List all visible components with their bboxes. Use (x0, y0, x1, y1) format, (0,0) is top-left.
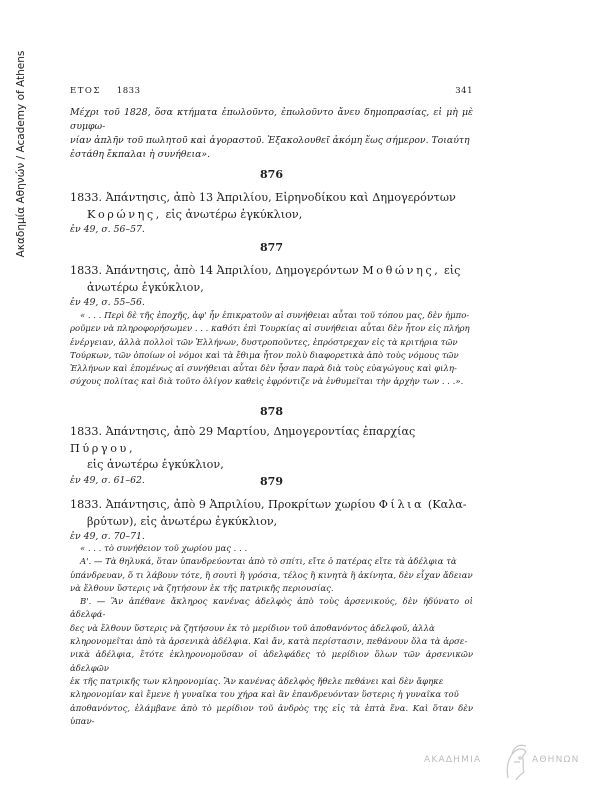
heading-continuation: εἰς (440, 264, 461, 277)
quote-line: « . . . τὸ συνήθειον τοῦ χωρίου μας . . . (80, 544, 248, 554)
entry-heading-line (70, 424, 473, 457)
quote-line: ὑπάνδρευαν, ὅ τι λάβουν τότε, ἢ σουτὶ ἢ γρόσια, τέλος ἢ κινητὰ ἢ ἀκίνητα, δὲν εἶχαν ἄδειαν (70, 570, 473, 581)
running-header (70, 86, 473, 100)
heading-continuation: εἰς ἀνωτέρω ἐγκύκλιον, (161, 207, 303, 221)
quote-line: Ἑλλήνων καὶ ἑπομένως αἱ συνήθειαι αὗται δὲν ἦσαν παρὰ διὰ τοὺς εὐαγώγους καὶ φιλη- (70, 364, 457, 375)
watermark-left-text: ΑΚΑΔΗΜΙΑ (424, 755, 482, 765)
heading-text: 1833. Ἀπάντησις, ἀπὸ 29 Μαρτίου, Δημογεροντίας ἐπαρχίας (70, 425, 416, 438)
quote-line: κληρονομίαν καὶ ἔμενε ἡ γυναῖκα του χήρα καὶ ἂν ἐπανδρευόνταν ὕστερις ἡ γυναῖκα τοῦ (70, 690, 459, 701)
quote-block (70, 310, 473, 390)
entry-number: 877 (260, 241, 283, 254)
text-line: νίαν ἀπλῆν τοῦ πωλητοῦ καὶ ἀγοραστοῦ. Ἐξακολουθεῖ ἀκόμη ἕως σήμερον. Τοιαύτη (70, 135, 470, 146)
entry-heading-line: 1833. Ἀπάντησις, ἀπὸ 13 Ἀπριλίου, Εἰρηνοδίκου καὶ Δημογερόντων (70, 191, 456, 204)
quote-line: νικὰ ἀδέλφια, ἔτότε ἐκληρονομοῦσαν οἱ ἀδελφάδες τὸ μερίδιον ὅλων τῶν ἀρσενικῶν ἀδελφῶν (70, 650, 473, 674)
watermark-right-text: ΑΘΗΝΩΝ (532, 755, 580, 765)
entry-reference: ἐν 49, σ. 70–71. (70, 531, 145, 542)
header-title: ΕΤΟΣ (70, 86, 101, 96)
quote-line: ἐκ τῆς πατρικῆς των κληρονομίας. Ἂν κανένας ἀδελφὸς ἤθελε πεθάνει καὶ δὲν ἄφηκε (70, 676, 444, 687)
entry-heading-line: ἀνωτέρω ἐγκύκλιον, (87, 280, 204, 294)
academy-watermark (424, 742, 600, 786)
quote-line: Β'. — Ἂν ἀπέθανε ἄκληρος κανένας ἀδελφὸς ἀπὸ τοὺς ἀρσενικούς, δὲν ἠδύνατο οἱ ἀδελφά- (70, 597, 473, 621)
entry-876 (70, 190, 473, 236)
sidebar-archive-label (13, 24, 29, 284)
quote-line: ἀποθανόντος, ἐλάμβανε ἀπὸ τὸ μερίδιον τοῦ ἀνδρὸς της εἰς τὰ ἑπτὰ ἕνα. Καὶ ὅταν δὲν ὑπαν- (70, 703, 473, 727)
quote-line: ἐνέργειαν, ἀλλὰ πολλοὶ τῶν Ἑλλήνων, δυστροποῦντες, ἐπρόστρεχαν εἰς τὰ κριτήρια τῶν (70, 337, 458, 348)
heading-continuation: (Καλα- (424, 498, 467, 511)
entry-heading-line: βρύτων), εἰς ἀνωτέρω ἐγκύκλιον, (87, 514, 278, 528)
entry-number: 879 (260, 475, 283, 488)
quote-line: Α'. — Τὰ θηλυκά, ὅταν ὑπανδρεύονται ἀπὸ τὸ σπίτι, εἴτε ὁ πατέρας εἴτε τὰ ἀδέλφια τὰ (80, 557, 457, 568)
entry-heading-line (70, 497, 473, 514)
place-name: Φίλια (378, 498, 425, 511)
archive-label-text: Ακαδημία Αθηνών / Academy of Athens (15, 50, 27, 258)
heading-text: 1833. Ἀπάντησις, ἀπὸ 14 Ἀπριλίου, Δημογερόντων (70, 264, 363, 277)
entry-heading-line (70, 263, 473, 280)
quote-line: Τούρκων, τῶν ὁποίων οἱ νόμοι καὶ τὰ ἔθιμα ἦτον πολὺ διαφορετικὰ ἀπὸ τοὺς νόμους τῶν (70, 350, 459, 361)
intro-paragraph (70, 106, 473, 162)
page-number: 341 (455, 86, 473, 96)
athena-head-icon (502, 742, 530, 782)
quote-block (70, 543, 473, 729)
place-name: Μοθώνης, (362, 264, 441, 277)
entry-reference: ἐν 49, σ. 55–56. (70, 297, 145, 308)
quote-line: ροῦμεν νὰ πληροφορήσωμεν . . . καθότι ἐπὶ Τουρκίας αἱ συνήθειαι αὗται δὲν ἦτον εἰς πλήρη (70, 324, 470, 335)
header-left (70, 86, 141, 96)
quote-line: δες νὰ ἔλθουν ὕστερις νὰ ζητήσουν ἐκ τὸ μερίδιον τοῦ ἀποθανόντος ἀδελφοῦ, ἀλλὰ (70, 623, 435, 634)
quote-line: νὰ ἔλθουν ὕστερις νὰ ζητήσουν ἐκ τῆς πατρικῆς περιουσίας. (70, 583, 334, 594)
text-line: ἐστάθη ἔκπαλαι ἡ συνήθεια». (70, 149, 211, 160)
quote-line: σύχους πολίτας καὶ διὰ τοῦτο ὀλίγον καθεὶς ἐφρόντιζε νὰ ἐνθυμεῖται τὴν ἀρχὴν των . . .». (70, 377, 464, 388)
entry-reference: ἐν 49, σ. 56–57. (70, 224, 145, 235)
entry-number: 878 (260, 405, 283, 418)
document-page (70, 0, 473, 787)
heading-text: 1833. Ἀπάντησις, ἀπὸ 9 Ἀπριλίου, Προκρίτων χωρίου (70, 498, 379, 511)
entry-number: 876 (260, 168, 283, 181)
entry-heading-line: εἰς ἀνωτέρω ἐγκύκλιον, (87, 458, 224, 471)
quote-line: « . . . Περὶ δὲ τῆς ἐποχῆς, ἀφ' ἧν ἐπικρατοῦν αἱ συνήθειαι αὗται τοῦ τόπου μας, δὲν ἠμπο- (80, 311, 470, 321)
entry-877 (70, 263, 473, 309)
entry-heading-line (70, 207, 473, 224)
header-year: 1833 (116, 86, 141, 96)
text-line: Μέχρι τοῦ 1828, ὅσα κτήματα ἐπωλοῦντο, ἐπωλοῦντο ἄνευ δημοπρασίας, εἰ μὴ μὲ συμφω- (70, 107, 473, 132)
entry-879 (70, 497, 473, 543)
place-name: Πύργου, (70, 441, 136, 455)
entry-reference: ἐν 49, σ. 61–62. (70, 474, 145, 486)
quote-line: κληρονομεῖται ἀπὸ τὰ ἀρσενικὰ ἀδέλφια. Καὶ ἄν, κατὰ περίστασιν, πεθάνουν ὅλα τὰ ἀρσε- (70, 637, 468, 648)
place-name: Κορώνης, (87, 207, 162, 221)
